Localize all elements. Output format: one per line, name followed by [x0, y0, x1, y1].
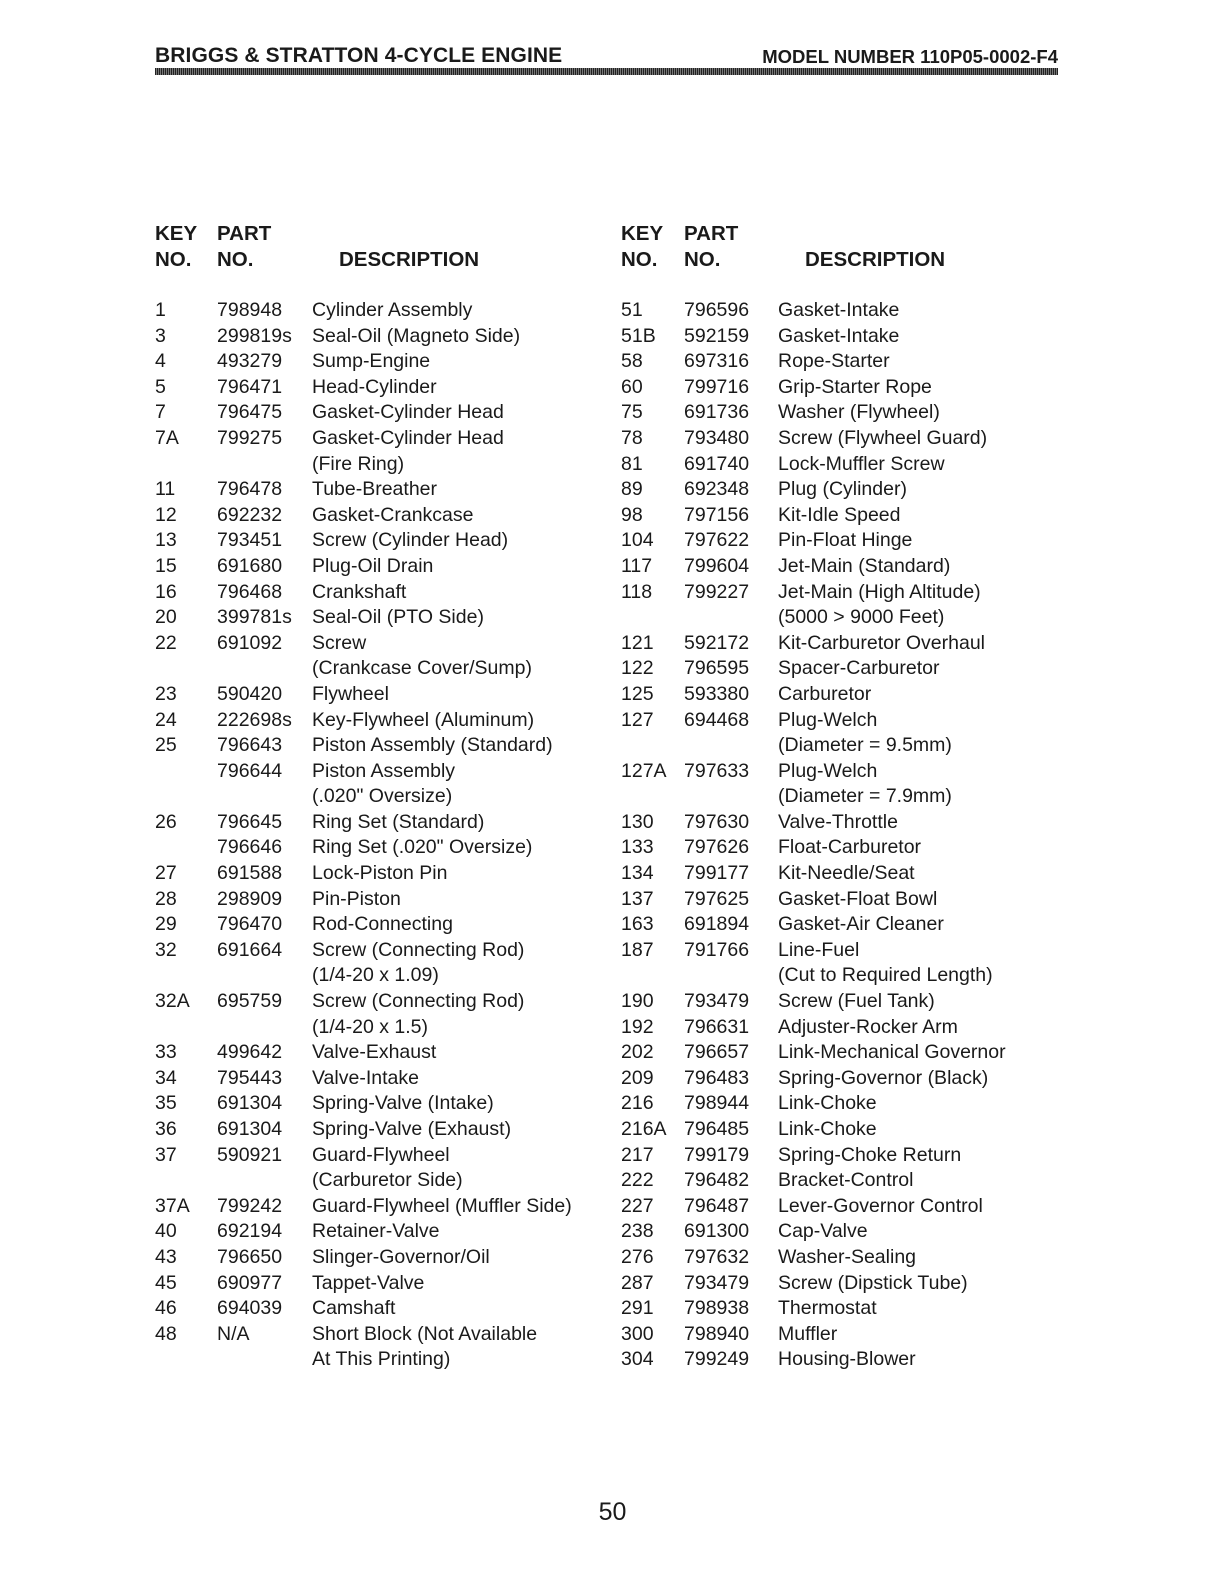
part-number: 797633: [684, 759, 750, 782]
part-description: Ring Set (Standard): [312, 810, 485, 833]
part-number: 793479: [684, 1271, 750, 1294]
part-description: Valve-Throttle: [778, 810, 898, 833]
part-number: 499642: [217, 1041, 283, 1064]
part-number: 691304: [217, 1118, 283, 1140]
part-number: 799177: [684, 862, 750, 885]
part-number: 793451: [217, 529, 283, 552]
part-number: 796471: [217, 375, 283, 398]
part-description: Gasket-Air Cleaner: [778, 913, 944, 936]
key-number: 3: [155, 324, 166, 347]
key-number: 202: [621, 1041, 654, 1064]
part-number: N/A: [217, 1322, 250, 1345]
part-description: Key-Flywheel (Aluminum): [312, 708, 535, 731]
part-number: 691736: [684, 401, 750, 424]
part-number: 298909: [217, 887, 283, 910]
part-number: 795443: [217, 1066, 283, 1089]
part-description: Pin-Piston: [312, 887, 401, 910]
key-number: 291: [621, 1297, 654, 1320]
part-description: Spacer-Carburetor: [778, 657, 940, 680]
part-number: 796482: [684, 1169, 750, 1192]
key-number: 238: [621, 1220, 654, 1243]
key-number: 33: [155, 1041, 177, 1064]
key-number: 37A: [155, 1194, 190, 1217]
key-number: 46: [155, 1297, 177, 1320]
key-number: 276: [621, 1245, 654, 1268]
part-number: 796650: [217, 1245, 283, 1268]
key-number: 222: [621, 1169, 654, 1192]
part-description: (1/4-20 x 1.5): [312, 1015, 428, 1038]
part-description: Carburetor: [778, 682, 872, 705]
key-number: 11: [155, 478, 176, 501]
header-rule: [155, 68, 1058, 75]
key-number: 217: [621, 1143, 654, 1166]
part-number: 796595: [684, 657, 750, 680]
part-description: Valve-Intake: [312, 1066, 419, 1089]
part-number: 798938: [684, 1297, 750, 1320]
part-description: (Fire Ring): [312, 452, 405, 475]
part-description: Guard-Flywheel (Muffler Side): [312, 1194, 572, 1217]
part-number: 796478: [217, 478, 283, 501]
part-description: Valve-Exhaust: [312, 1041, 437, 1064]
part-description: (Crankcase Cover/Sump): [312, 657, 532, 680]
key-number: 121: [621, 631, 654, 654]
part-description: Seal-Oil (PTO Side): [312, 606, 484, 629]
part-number: 799179: [684, 1143, 750, 1166]
key-number: 16: [155, 580, 177, 603]
part-description: Piston Assembly: [312, 759, 456, 782]
key-number: 32A: [155, 990, 190, 1013]
part-number: 793480: [684, 426, 750, 449]
part-number: 797622: [684, 529, 750, 552]
part-number: 593380: [684, 682, 750, 705]
part-description: Screw: [312, 631, 367, 654]
part-description: Gasket-Intake: [778, 324, 900, 347]
part-description: Short Block (Not Available: [312, 1322, 538, 1345]
part-description: Thermostat: [778, 1297, 877, 1320]
key-number: 98: [621, 503, 643, 526]
key-number: 15: [155, 554, 177, 577]
part-number: 590921: [217, 1143, 283, 1166]
part-description: Washer-Sealing: [778, 1245, 917, 1268]
part-number: 797630: [684, 810, 750, 833]
part-header-no: NO.: [684, 248, 721, 271]
key-number: 122: [621, 657, 654, 680]
key-number: 163: [621, 913, 654, 936]
key-number: 4: [155, 350, 166, 373]
key-header-no: NO.: [155, 248, 192, 271]
part-number: 799249: [684, 1348, 750, 1371]
page-number: 50: [598, 1498, 627, 1526]
part-number: 796485: [684, 1118, 750, 1140]
part-number: 691092: [217, 631, 283, 654]
part-description: Spring-Valve (Exhaust): [312, 1118, 512, 1140]
part-description: Pin-Float Hinge: [778, 529, 913, 552]
part-description: Adjuster-Rocker Arm: [778, 1015, 958, 1038]
part-number: 691894: [684, 913, 750, 936]
part-description: Guard-Flywheel: [312, 1143, 450, 1166]
part-description: Retainer-Valve: [312, 1220, 440, 1243]
part-description: Screw (Fuel Tank): [778, 990, 935, 1013]
part-description: (Carburetor Side): [312, 1169, 463, 1192]
part-description: At This Printing): [312, 1348, 451, 1371]
engine-title: BRIGGS & STRATTON 4-CYCLE ENGINE: [155, 44, 563, 67]
part-number: 796475: [217, 401, 283, 424]
key-number: 81: [621, 452, 643, 475]
part-number: 493279: [217, 350, 283, 373]
part-number: 590420: [217, 682, 283, 705]
key-number: 12: [155, 503, 177, 526]
key-number: 7: [155, 401, 166, 424]
part-number: 222698s: [217, 708, 292, 731]
key-number: 51: [621, 299, 643, 321]
key-number: 192: [621, 1015, 654, 1038]
part-description: (.020" Oversize): [312, 785, 453, 808]
key-number: 89: [621, 478, 643, 501]
part-description: Rod-Connecting: [312, 913, 453, 936]
part-number: 690977: [217, 1271, 283, 1294]
part-number: 399781s: [217, 606, 292, 629]
key-header: KEY: [155, 222, 198, 245]
part-number: 694468: [684, 708, 750, 731]
part-number: 796646: [217, 836, 283, 859]
key-header: KEY: [621, 222, 664, 245]
part-description: Jet-Main (Standard): [778, 554, 951, 577]
key-number: 130: [621, 810, 654, 833]
key-number: 25: [155, 734, 177, 757]
key-number: 134: [621, 862, 654, 885]
part-number: 797625: [684, 887, 750, 910]
part-description: Float-Carburetor: [778, 836, 922, 859]
part-number: 691304: [217, 1092, 283, 1115]
part-number: 796487: [684, 1194, 750, 1217]
part-description: Spring-Choke Return: [778, 1143, 962, 1166]
part-description: Gasket-Cylinder Head: [312, 401, 504, 424]
part-description: Slinger-Governor/Oil: [312, 1245, 490, 1268]
part-header-no: NO.: [217, 248, 254, 271]
part-description: Screw (Connecting Rod): [312, 990, 525, 1013]
part-number: 791766: [684, 938, 750, 961]
part-description: Link-Choke: [778, 1118, 877, 1140]
part-number: 694039: [217, 1297, 283, 1320]
part-description: Lever-Governor Control: [778, 1194, 983, 1217]
part-number: 691300: [684, 1220, 750, 1243]
part-number: 796645: [217, 810, 283, 833]
key-number: 75: [621, 401, 643, 424]
part-description: Plug-Welch: [778, 708, 878, 731]
part-description: Flywheel: [312, 682, 389, 705]
model-number: MODEL NUMBER 110P05-0002-F4: [762, 46, 1058, 67]
part-description: Spring-Valve (Intake): [312, 1092, 494, 1115]
part-number: 796657: [684, 1041, 750, 1064]
part-description: Rope-Starter: [778, 350, 890, 373]
part-description: Camshaft: [312, 1297, 396, 1320]
key-number: 43: [155, 1245, 177, 1268]
part-number: 592159: [684, 324, 750, 347]
key-number: 216: [621, 1092, 654, 1115]
key-number: 7A: [155, 426, 179, 449]
part-number: 692194: [217, 1220, 283, 1243]
part-description: (Cut to Required Length): [778, 964, 993, 987]
key-number: 36: [155, 1118, 177, 1140]
part-description: Plug-Oil Drain: [312, 554, 434, 577]
part-description: Screw (Connecting Rod): [312, 938, 525, 961]
key-number: 26: [155, 810, 177, 833]
part-description: Plug-Welch: [778, 759, 878, 782]
key-number: 40: [155, 1220, 177, 1243]
part-number: 796631: [684, 1015, 750, 1038]
part-description: Tube-Breather: [312, 478, 438, 501]
part-description: Lock-Muffler Screw: [778, 452, 945, 475]
key-number: 78: [621, 426, 643, 449]
part-number: 796483: [684, 1066, 750, 1089]
key-number: 45: [155, 1271, 177, 1294]
part-header: PART: [684, 222, 739, 245]
key-number: 51B: [621, 324, 656, 347]
part-number: 796596: [684, 299, 750, 321]
part-description: Lock-Piston Pin: [312, 862, 448, 885]
key-number: 209: [621, 1066, 654, 1089]
part-number: 592172: [684, 631, 750, 654]
part-description: Jet-Main (High Altitude): [778, 580, 981, 603]
part-number: 798948: [217, 299, 283, 321]
key-number: 28: [155, 887, 177, 910]
part-description: Gasket-Float Bowl: [778, 887, 938, 910]
part-number: 799716: [684, 375, 750, 398]
part-description: Tappet-Valve: [312, 1271, 425, 1294]
part-number: 691680: [217, 554, 283, 577]
part-description: Crankshaft: [312, 580, 407, 603]
part-number: 798940: [684, 1322, 750, 1345]
part-number: 799275: [217, 426, 283, 449]
part-number: 797632: [684, 1245, 750, 1268]
key-number: 35: [155, 1092, 177, 1115]
key-number: 22: [155, 631, 177, 654]
key-number: 5: [155, 375, 166, 398]
part-description: (1/4-20 x 1.09): [312, 964, 439, 987]
key-number: 300: [621, 1322, 654, 1345]
part-description: Gasket-Intake: [778, 299, 900, 321]
key-number: 1: [155, 299, 166, 321]
key-number: 127A: [621, 759, 667, 782]
part-description: Screw (Flywheel Guard): [778, 426, 988, 449]
key-number: 118: [621, 580, 653, 603]
part-number: 692232: [217, 503, 283, 526]
part-description: Screw (Dipstick Tube): [778, 1271, 968, 1294]
part-number: 797626: [684, 836, 750, 859]
part-number: 796644: [217, 759, 283, 782]
part-description: Kit-Needle/Seat: [778, 862, 915, 885]
part-number: 691588: [217, 862, 283, 885]
part-description: (5000 > 9000 Feet): [778, 606, 945, 629]
key-number: 304: [621, 1348, 654, 1371]
key-number: 24: [155, 708, 177, 731]
key-number: 60: [621, 375, 643, 398]
key-number: 23: [155, 682, 177, 705]
part-number: 793479: [684, 990, 750, 1013]
part-number: 798944: [684, 1092, 750, 1115]
key-header-no: NO.: [621, 248, 658, 271]
part-description: Cylinder Assembly: [312, 299, 473, 321]
key-number: 190: [621, 990, 654, 1013]
description-header: DESCRIPTION: [339, 248, 480, 271]
part-description: Ring Set (.020" Oversize): [312, 836, 533, 859]
part-number: 796468: [217, 580, 283, 603]
part-description: Link-Mechanical Governor: [778, 1041, 1006, 1064]
part-description: Spring-Governor (Black): [778, 1066, 989, 1089]
part-description: Grip-Starter Rope: [778, 375, 932, 398]
part-description: Screw (Cylinder Head): [312, 529, 509, 552]
description-header: DESCRIPTION: [805, 248, 946, 271]
key-number: 125: [621, 682, 654, 705]
part-description: Gasket-Crankcase: [312, 503, 474, 526]
key-number: 32: [155, 938, 177, 961]
part-number: 799604: [684, 554, 750, 577]
part-description: Bracket-Control: [778, 1169, 914, 1192]
key-number: 227: [621, 1194, 654, 1217]
part-number: 695759: [217, 990, 283, 1013]
part-description: Sump-Engine: [312, 350, 431, 373]
key-number: 117: [621, 554, 653, 577]
key-number: 127: [621, 708, 654, 731]
part-number: 691740: [684, 452, 750, 475]
part-description: Seal-Oil (Magneto Side): [312, 324, 521, 347]
part-number: 799242: [217, 1194, 283, 1217]
part-header: PART: [217, 222, 272, 245]
part-number: 691664: [217, 938, 283, 961]
part-description: Gasket-Cylinder Head: [312, 426, 504, 449]
part-description: Kit-Idle Speed: [778, 503, 901, 526]
key-number: 20: [155, 606, 177, 629]
key-number: 48: [155, 1322, 177, 1345]
key-number: 37: [155, 1143, 177, 1166]
part-number: 299819s: [217, 324, 292, 347]
part-description: Plug (Cylinder): [778, 478, 907, 501]
part-description: (Diameter = 9.5mm): [778, 734, 952, 757]
part-number: 796470: [217, 913, 283, 936]
part-number: 797156: [684, 503, 750, 526]
part-description: (Diameter = 7.9mm): [778, 785, 952, 808]
part-number: 799227: [684, 580, 750, 603]
part-description: Link-Choke: [778, 1092, 877, 1115]
part-description: Line-Fuel: [778, 938, 860, 961]
part-description: Head-Cylinder: [312, 375, 437, 398]
part-description: Housing-Blower: [778, 1348, 916, 1371]
part-description: Piston Assembly (Standard): [312, 734, 553, 757]
part-number: 692348: [684, 478, 750, 501]
key-number: 287: [621, 1271, 654, 1294]
key-number: 216A: [621, 1118, 667, 1140]
key-number: 137: [621, 887, 654, 910]
part-description: Washer (Flywheel): [778, 401, 940, 424]
key-number: 187: [621, 938, 654, 961]
part-description: Muffler: [778, 1322, 838, 1345]
part-number: 796643: [217, 734, 283, 757]
part-description: Kit-Carburetor Overhaul: [778, 631, 985, 654]
key-number: 58: [621, 350, 643, 373]
part-description: Cap-Valve: [778, 1220, 868, 1243]
key-number: 34: [155, 1066, 177, 1089]
key-number: 29: [155, 913, 177, 936]
key-number: 104: [621, 529, 654, 552]
key-number: 27: [155, 862, 177, 885]
key-number: 13: [155, 529, 177, 552]
part-number: 697316: [684, 350, 750, 373]
key-number: 133: [621, 836, 654, 859]
